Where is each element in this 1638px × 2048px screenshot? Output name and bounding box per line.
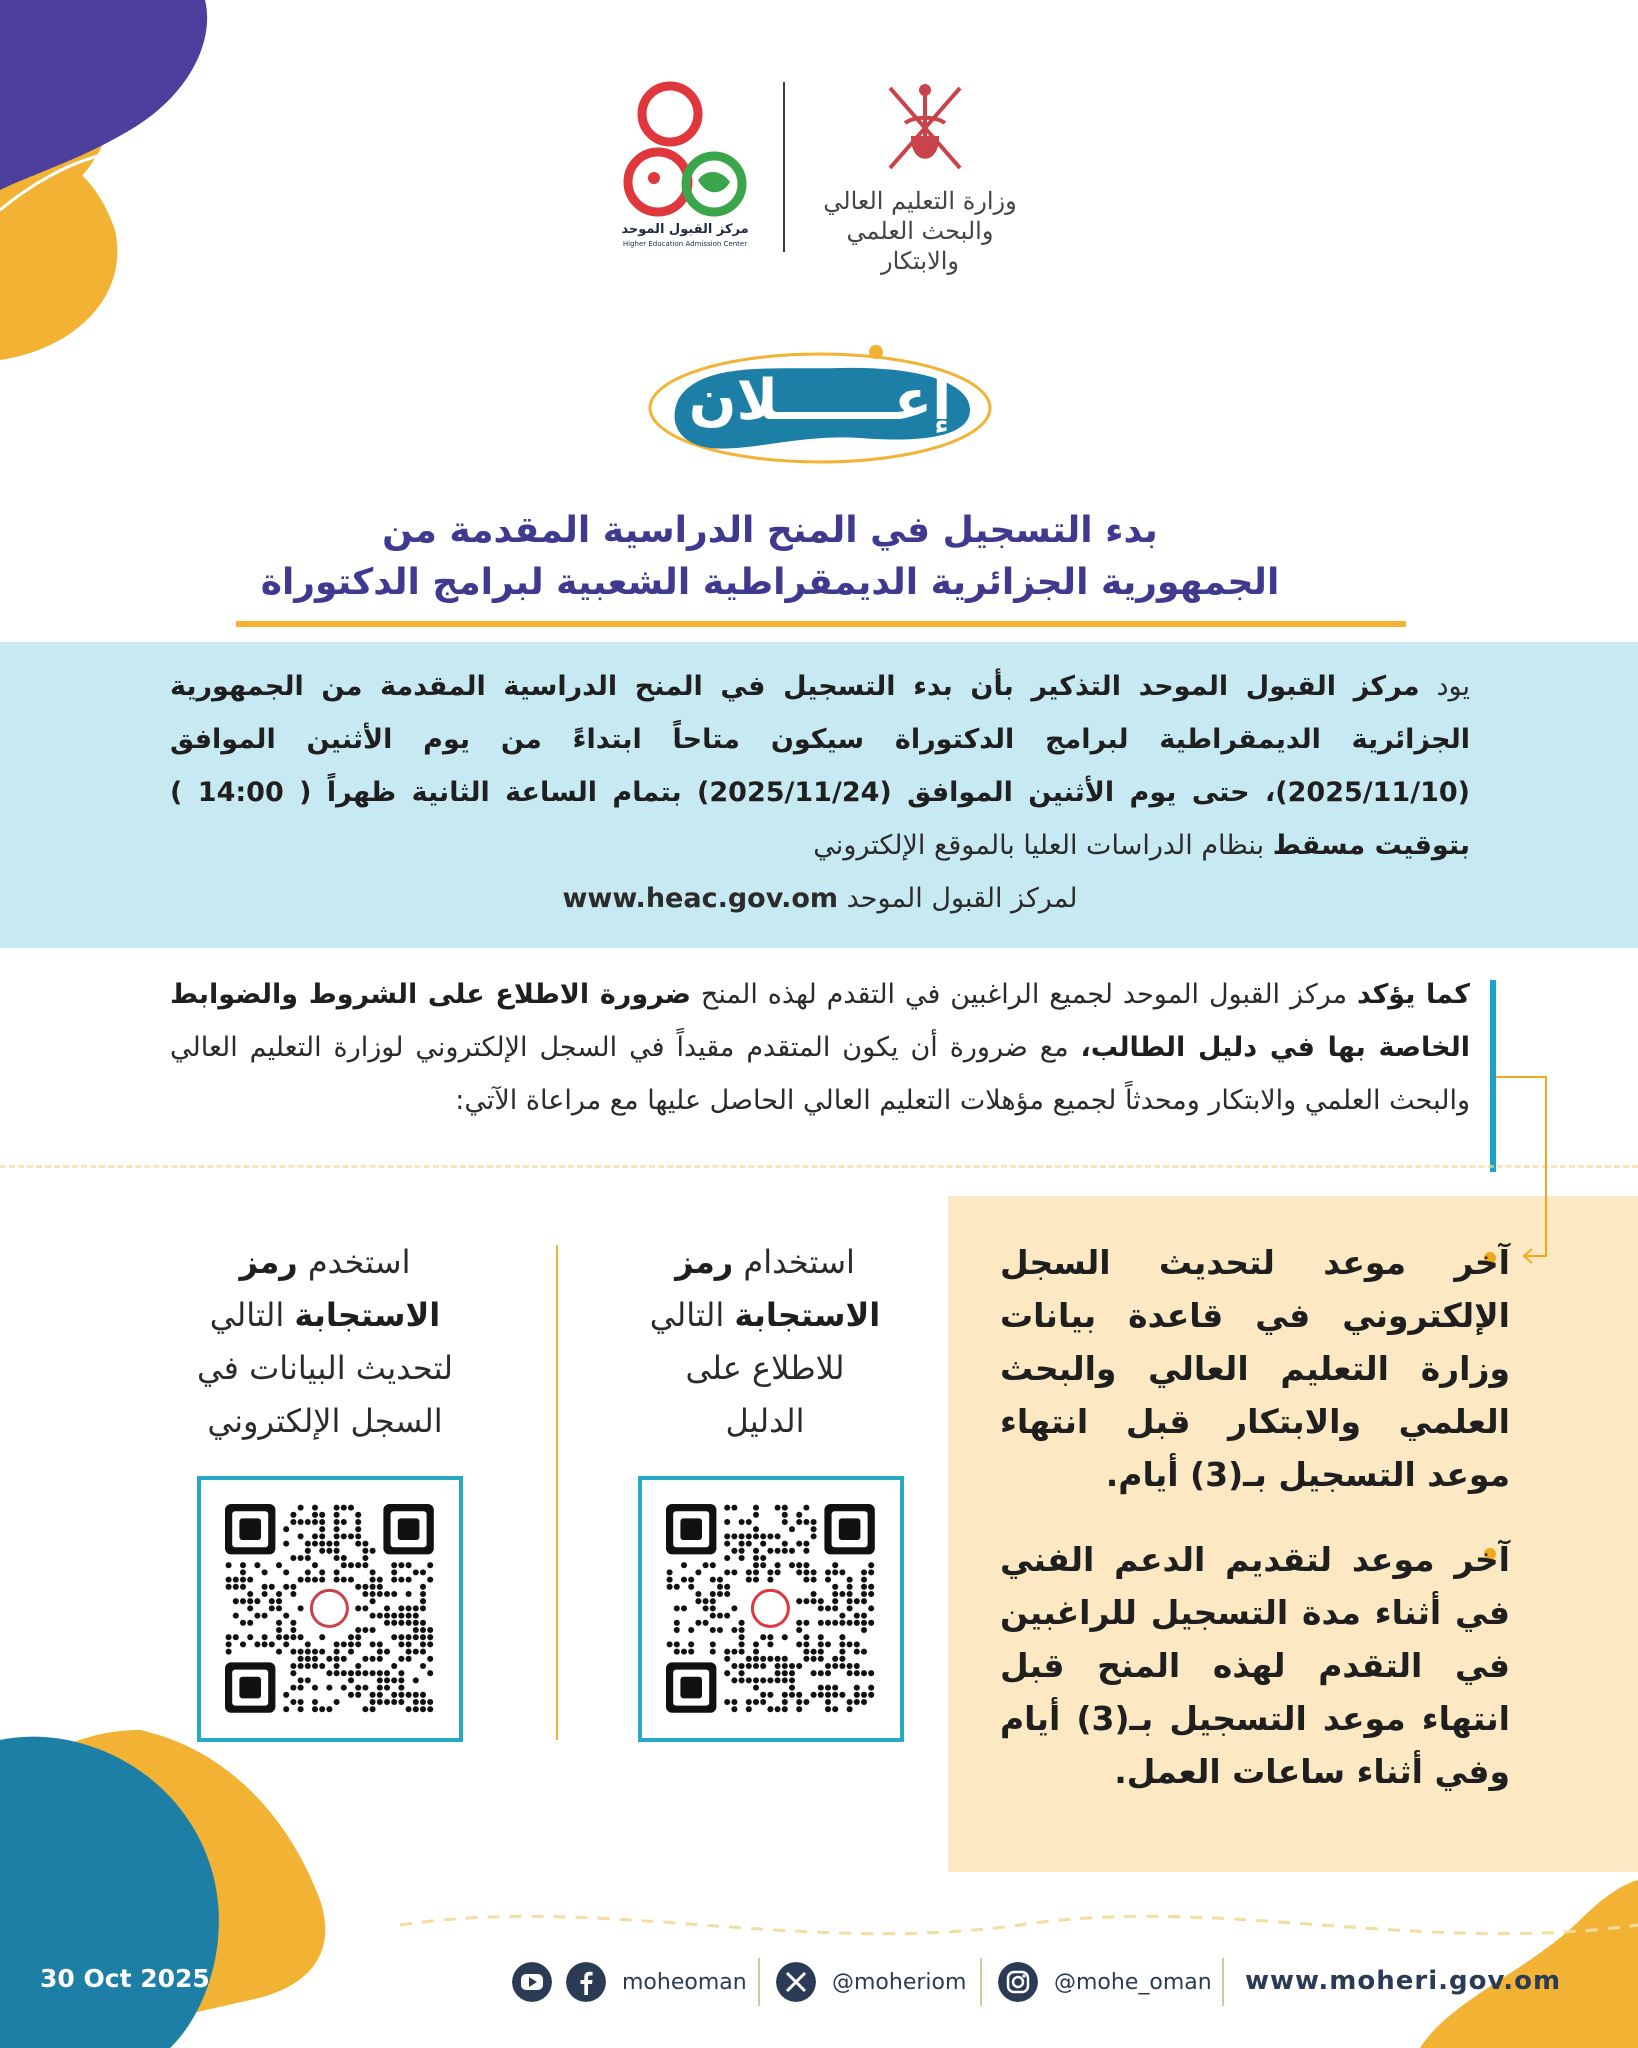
qr-column-divider bbox=[556, 1245, 558, 1740]
footer-separator-3 bbox=[1222, 1958, 1224, 2006]
hac-name-en: Higher Education Admission Center bbox=[622, 240, 748, 248]
publish-date: 30 Oct 2025 bbox=[40, 1964, 210, 1993]
instagram-handle[interactable]: @mohe_oman bbox=[1054, 1970, 1212, 1995]
deadline-item-2: آخر موعد لتقديم الدعم الفني في أثناء مدة التسجيل للراغبين في التقدم لهذه المنح قبل انتهاء موعد التسجيل بـ(3) أيام وفي أثناء ساعات العمل. bbox=[1000, 1540, 1510, 1791]
emphasis-text1: مركز القبول الموحد لجميع الراغبين في التقدم لهذه المنح bbox=[691, 979, 1357, 1010]
page-title bbox=[140, 505, 1400, 609]
footer-separator-2 bbox=[980, 1958, 982, 2006]
hac-name-ar: مركز القبول الموحد bbox=[621, 222, 749, 237]
page-title-line1: بدء التسجيل في المنح الدراسية المقدمة من bbox=[382, 510, 1158, 551]
x-handle[interactable]: @moheriom bbox=[832, 1970, 967, 1995]
ministry-name-line1: وزارة التعليم العالي bbox=[823, 187, 1017, 215]
qr-guide-l4: الدليل bbox=[725, 1402, 805, 1440]
qr-update-l4: السجل الإلكتروني bbox=[207, 1402, 443, 1440]
page-title-line2: الجمهورية الجزائرية الديمقراطية الشعبية لبرامج الدكتوراة bbox=[260, 562, 1280, 603]
hac-logo-icon bbox=[618, 78, 750, 220]
oman-emblem-icon bbox=[875, 78, 975, 178]
ministry-name bbox=[810, 186, 1030, 276]
intro-last-line bbox=[170, 872, 1470, 925]
emphasis-bold: ضرورة الاطلاع على الشروط والضوابط الخاصة بها في دليل الطالب، bbox=[170, 979, 1470, 1063]
qr-update-l1b: رمز bbox=[239, 1243, 298, 1281]
emphasis-lead: كما يؤكد bbox=[1356, 979, 1470, 1010]
qr-guide-l2a: الاستجابة bbox=[734, 1296, 881, 1334]
qr-guide-l1a: استخدام bbox=[733, 1243, 855, 1281]
heac-website-link[interactable]: www.heac.gov.om bbox=[562, 883, 839, 914]
intro-bold: مركز القبول الموحد التذكير بأن بدء التسجيل في المنح الدراسية المقدمة من الجمهورية الجزائرية الديمقراطية لبرامج الدكتوراة سيكون متاحاً ابتداءً من يوم الأثنين الموافق (2025/11/10)، حتى يوم الأثنين الموافق (2025/11/24) بتمام الساعة الثانية ظهراً ( 14:00 ) بتوقيت مسقط bbox=[170, 671, 1470, 861]
qr-code-update[interactable] bbox=[197, 1476, 463, 1742]
logo-divider bbox=[783, 82, 785, 252]
qr-code-guide[interactable] bbox=[638, 1476, 904, 1742]
facebook-youtube-handle[interactable]: moheoman bbox=[622, 1970, 747, 1995]
qr-guide-l2b: التالي bbox=[649, 1296, 735, 1334]
decor-bottom-left bbox=[0, 1730, 440, 2048]
intro-lead: يود bbox=[1419, 671, 1470, 702]
youtube-icon[interactable] bbox=[512, 1962, 552, 2002]
section-divider-dashed bbox=[0, 1165, 1638, 1169]
qr-update-l1a: استخدم bbox=[297, 1243, 411, 1281]
footer-separator-1 bbox=[758, 1958, 760, 2006]
ministry-website-link[interactable]: www.moheri.gov.om bbox=[1245, 1966, 1562, 1996]
qr-update-caption bbox=[150, 1236, 500, 1448]
intro-paragraph bbox=[170, 660, 1470, 872]
emphasis-text2: مع ضرورة أن يكون المتقدم مقيداً في السجل الإلكتروني لوزارة التعليم العالي والبحث العلمي والابتكار ومحدثاً لجميع مؤهلات التعليم العالي الحاصل عليها مع مراعاة الآتي: bbox=[170, 1032, 1470, 1116]
intro-last-text: لمركز القبول الموحد bbox=[838, 883, 1078, 914]
qr-guide-l3: للاطلاع على bbox=[685, 1349, 845, 1387]
qr-update-l3: لتحديث البيانات في bbox=[197, 1349, 453, 1387]
x-twitter-icon[interactable] bbox=[776, 1962, 816, 2002]
intro-tail: بنظام الدراسات العليا بالموقع الإلكتروني bbox=[813, 830, 1273, 861]
emphasis-paragraph bbox=[170, 968, 1470, 1127]
connector-line-v bbox=[1545, 1076, 1547, 1252]
connector-line-h bbox=[1496, 1076, 1546, 1078]
qr-code-update-icon bbox=[201, 1480, 459, 1738]
qr-update-l2a: الاستجابة bbox=[294, 1296, 441, 1334]
qr-guide-l1b: رمز bbox=[675, 1243, 734, 1281]
facebook-icon[interactable] bbox=[566, 1962, 606, 2002]
qr-update-l2b: التالي bbox=[209, 1296, 295, 1334]
qr-code-guide-icon bbox=[642, 1480, 900, 1738]
decor-wave-bottom bbox=[400, 1895, 1638, 1955]
qr-guide-caption bbox=[590, 1236, 940, 1448]
ministry-name-line2: والبحث العلمي والابتكار bbox=[846, 217, 994, 275]
connector-arrow-icon bbox=[1520, 1236, 1560, 1266]
decor-top-left bbox=[0, 0, 230, 400]
title-underline bbox=[236, 621, 1406, 627]
deadline-item-1: آخر موعد لتحديث السجل الإلكتروني في قاعدة بيانات وزارة التعليم العالي والبحث العلمي والابتكار قبل انتهاء موعد التسجيل بـ(3) أيام. bbox=[1000, 1243, 1510, 1494]
instagram-icon[interactable] bbox=[998, 1962, 1038, 2002]
announcement-badge-label: إعــــــلان bbox=[688, 368, 952, 433]
